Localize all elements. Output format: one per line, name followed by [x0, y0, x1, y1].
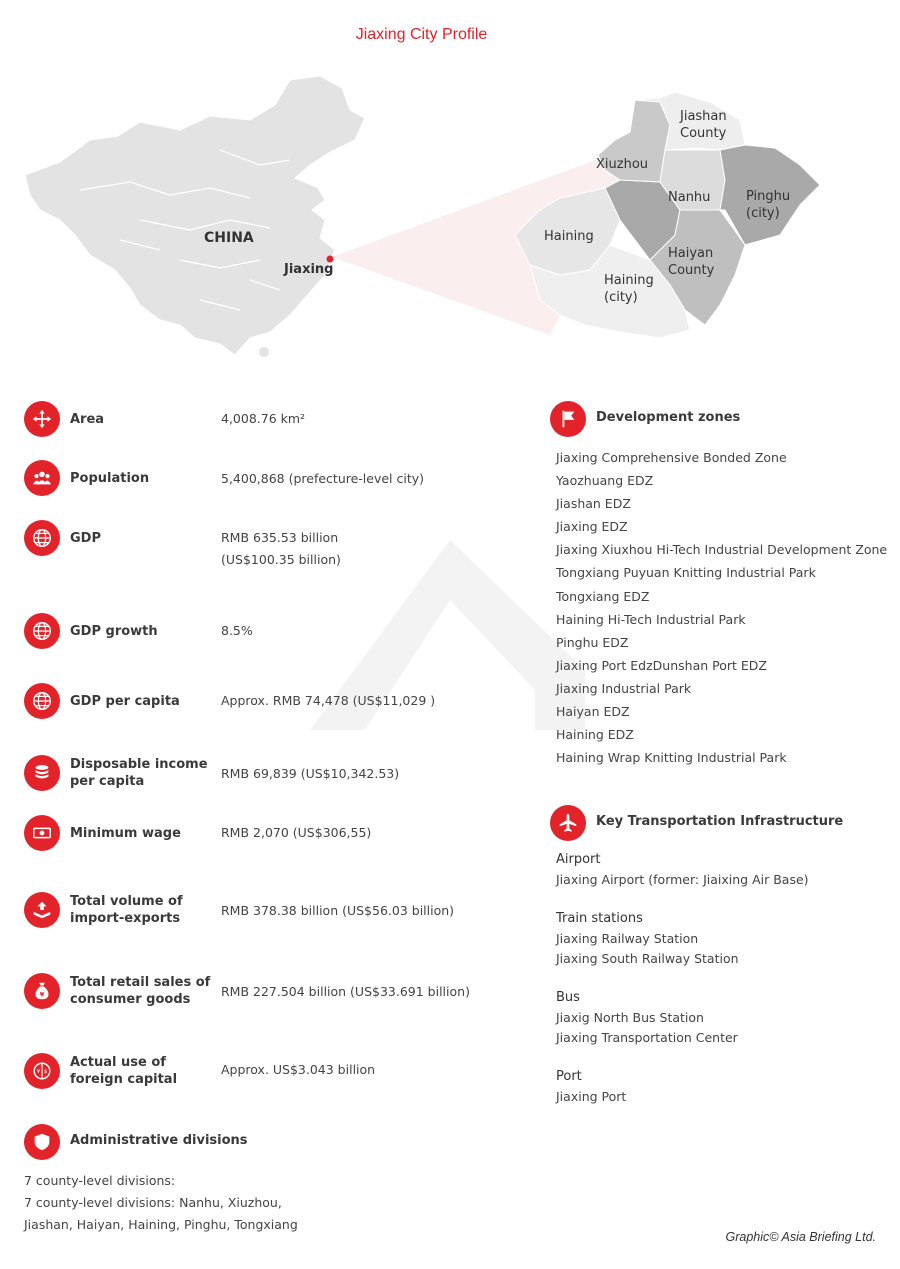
- group-item: Jiaxing Airport (former: Jiaixing Air Base): [556, 872, 809, 887]
- list-item: Haining EDZ: [556, 727, 634, 743]
- stat-foreign-capital: [24, 1053, 524, 1097]
- development-zones-heading: [550, 401, 890, 437]
- stat-value: 8.5%: [221, 623, 253, 638]
- group-item: Jiaxing Railway Station: [556, 931, 699, 946]
- stat-value: RMB 378.38 billion (US$56.03 billion): [221, 903, 455, 918]
- transport-group-airport: [556, 850, 876, 890]
- stat-disposable-income: [24, 755, 524, 799]
- globe-icon: [24, 683, 60, 719]
- list-item: Haiyan EDZ: [556, 704, 630, 720]
- globe-icon: [24, 520, 60, 556]
- stat-value: RMB 2,070 (US$306,55): [221, 825, 372, 840]
- stat-gdp-per-capita: [24, 683, 524, 727]
- stat-value: Approx. RMB 74,478 (US$11,029 ): [221, 693, 436, 708]
- list-item: Tongxiang EDZ: [556, 588, 650, 604]
- section-title: Development zones: [596, 410, 741, 425]
- hainan-island: [259, 347, 269, 357]
- transport-heading: [550, 805, 890, 841]
- group-title: Train stations: [556, 911, 643, 926]
- group-title: Port: [556, 1069, 582, 1084]
- group-title: Bus: [556, 990, 580, 1005]
- stat-label: Total volume of import-exports: [70, 894, 183, 926]
- globe-icon: [24, 613, 60, 649]
- list-item: Jiaxing Comprehensive Bonded Zone: [556, 450, 787, 465]
- admin-divisions-heading: [24, 1124, 424, 1160]
- list-item: Haining Wrap Knitting Industrial Park: [556, 750, 787, 766]
- district-label-nanhu: Nanhu: [668, 190, 711, 205]
- stat-value: RMB 69,839 (US$10,342.53): [221, 766, 400, 781]
- banknote-icon: [24, 815, 60, 851]
- currency-exchange-icon: [24, 1053, 60, 1089]
- area-arrows-icon: [24, 401, 60, 437]
- district-label-haiyan: Haiyan County: [668, 246, 715, 278]
- transport-list: [556, 850, 876, 1126]
- group-item: Jiaxing Port: [556, 1089, 627, 1104]
- china-label: CHINA: [204, 230, 254, 246]
- list-item: Yaozhuang EDZ: [556, 473, 654, 489]
- district-label-xiuzhou: Xiuzhou: [596, 157, 649, 172]
- stat-label: Total retail sales of consumer goods: [70, 975, 211, 1007]
- list-item: Jiashan EDZ: [556, 496, 631, 512]
- stat-label: Area: [70, 412, 105, 427]
- group-item: Jiaxing South Railway Station: [556, 951, 739, 966]
- district-label-haining: Haining: [544, 229, 594, 244]
- section-title: Administrative divisions: [70, 1133, 248, 1148]
- china-map: [25, 76, 365, 355]
- svg-text:¥: ¥: [36, 1068, 41, 1075]
- list-item: Jiaxing Industrial Park: [556, 680, 692, 696]
- stat-minimum-wage: [24, 815, 524, 859]
- flag-icon: [550, 401, 586, 437]
- stat-label: GDP growth: [70, 624, 158, 639]
- credit-text: Graphic© Asia Briefing Ltd.: [725, 1230, 876, 1244]
- stat-label: GDP: [70, 531, 101, 546]
- district-label-pinghu: Pinghu (city): [746, 189, 791, 221]
- map-area: [20, 70, 880, 374]
- group-title: Airport: [556, 852, 601, 867]
- stat-value: 4,008.76 km²: [221, 411, 306, 426]
- list-item: Jiaxing Xiuxhou Hi-Tech Industrial Development Zone: [556, 542, 888, 558]
- stat-import-exports: [24, 892, 524, 936]
- coins-icon: [24, 755, 60, 791]
- import-export-icon: [24, 892, 60, 928]
- stat-label: GDP per capita: [70, 694, 180, 709]
- stat-value: 5,400,868 (prefecture-level city): [221, 471, 425, 486]
- svg-text:¥: ¥: [39, 990, 45, 999]
- list-item: Pinghu EDZ: [556, 634, 629, 650]
- transport-group-train: [556, 909, 876, 969]
- stat-value: Approx. US$3.043 billion: [221, 1062, 376, 1077]
- list-item: Tongxiang Puyuan Knitting Industrial Park: [556, 565, 816, 581]
- group-item: Jiaxing Transportation Center: [556, 1030, 738, 1045]
- stat-label: Population: [70, 471, 150, 486]
- admin-line: Jiashan, Haiyan, Haining, Pinghu, Tongxiang: [24, 1217, 298, 1232]
- section-title: Key Transportation Infrastructure: [596, 814, 844, 829]
- stat-area: [24, 401, 524, 445]
- district-label-jiashan: Jiashan County: [680, 109, 727, 141]
- svg-text:$: $: [43, 1068, 48, 1075]
- stat-gdp: [24, 520, 524, 580]
- district-label-haining-city: Haining (city): [604, 273, 654, 305]
- transport-group-bus: [556, 988, 876, 1048]
- transport-group-port: [556, 1067, 876, 1107]
- stat-value: RMB 635.53 billion (US$100.35 billion): [221, 530, 341, 567]
- list-item: Jiaxing Port EdzDunshan Port EDZ: [556, 657, 767, 673]
- jiaxing-label: Jiaxing: [284, 262, 334, 277]
- stat-label: Actual use of foreign capital: [70, 1055, 178, 1087]
- stat-label: Minimum wage: [70, 826, 181, 841]
- admin-line: 7 county-level divisions:: [24, 1173, 176, 1188]
- admin-line: 7 county-level divisions: Nanhu, Xiuzhou,: [24, 1195, 282, 1210]
- stat-population: [24, 460, 524, 504]
- stat-label: Disposable income per capita: [70, 757, 208, 789]
- airplane-icon: [550, 805, 586, 841]
- admin-divisions-text: [24, 1170, 298, 1236]
- stat-gdp-growth: [24, 613, 524, 657]
- page-title: Jiaxing City Profile: [355, 26, 488, 43]
- shield-icon: [24, 1124, 60, 1160]
- list-item: Haining Hi-Tech Industrial Park: [556, 611, 746, 627]
- population-icon: [24, 460, 60, 496]
- stat-retail-sales: [24, 973, 524, 1017]
- group-item: Jiaxig North Bus Station: [556, 1010, 704, 1025]
- development-zones-list: [556, 446, 896, 769]
- money-bag-icon: [24, 973, 60, 1009]
- list-item: Jiaxing EDZ: [556, 519, 628, 535]
- stat-value: RMB 227.504 billion (US$33.691 billion): [221, 984, 470, 999]
